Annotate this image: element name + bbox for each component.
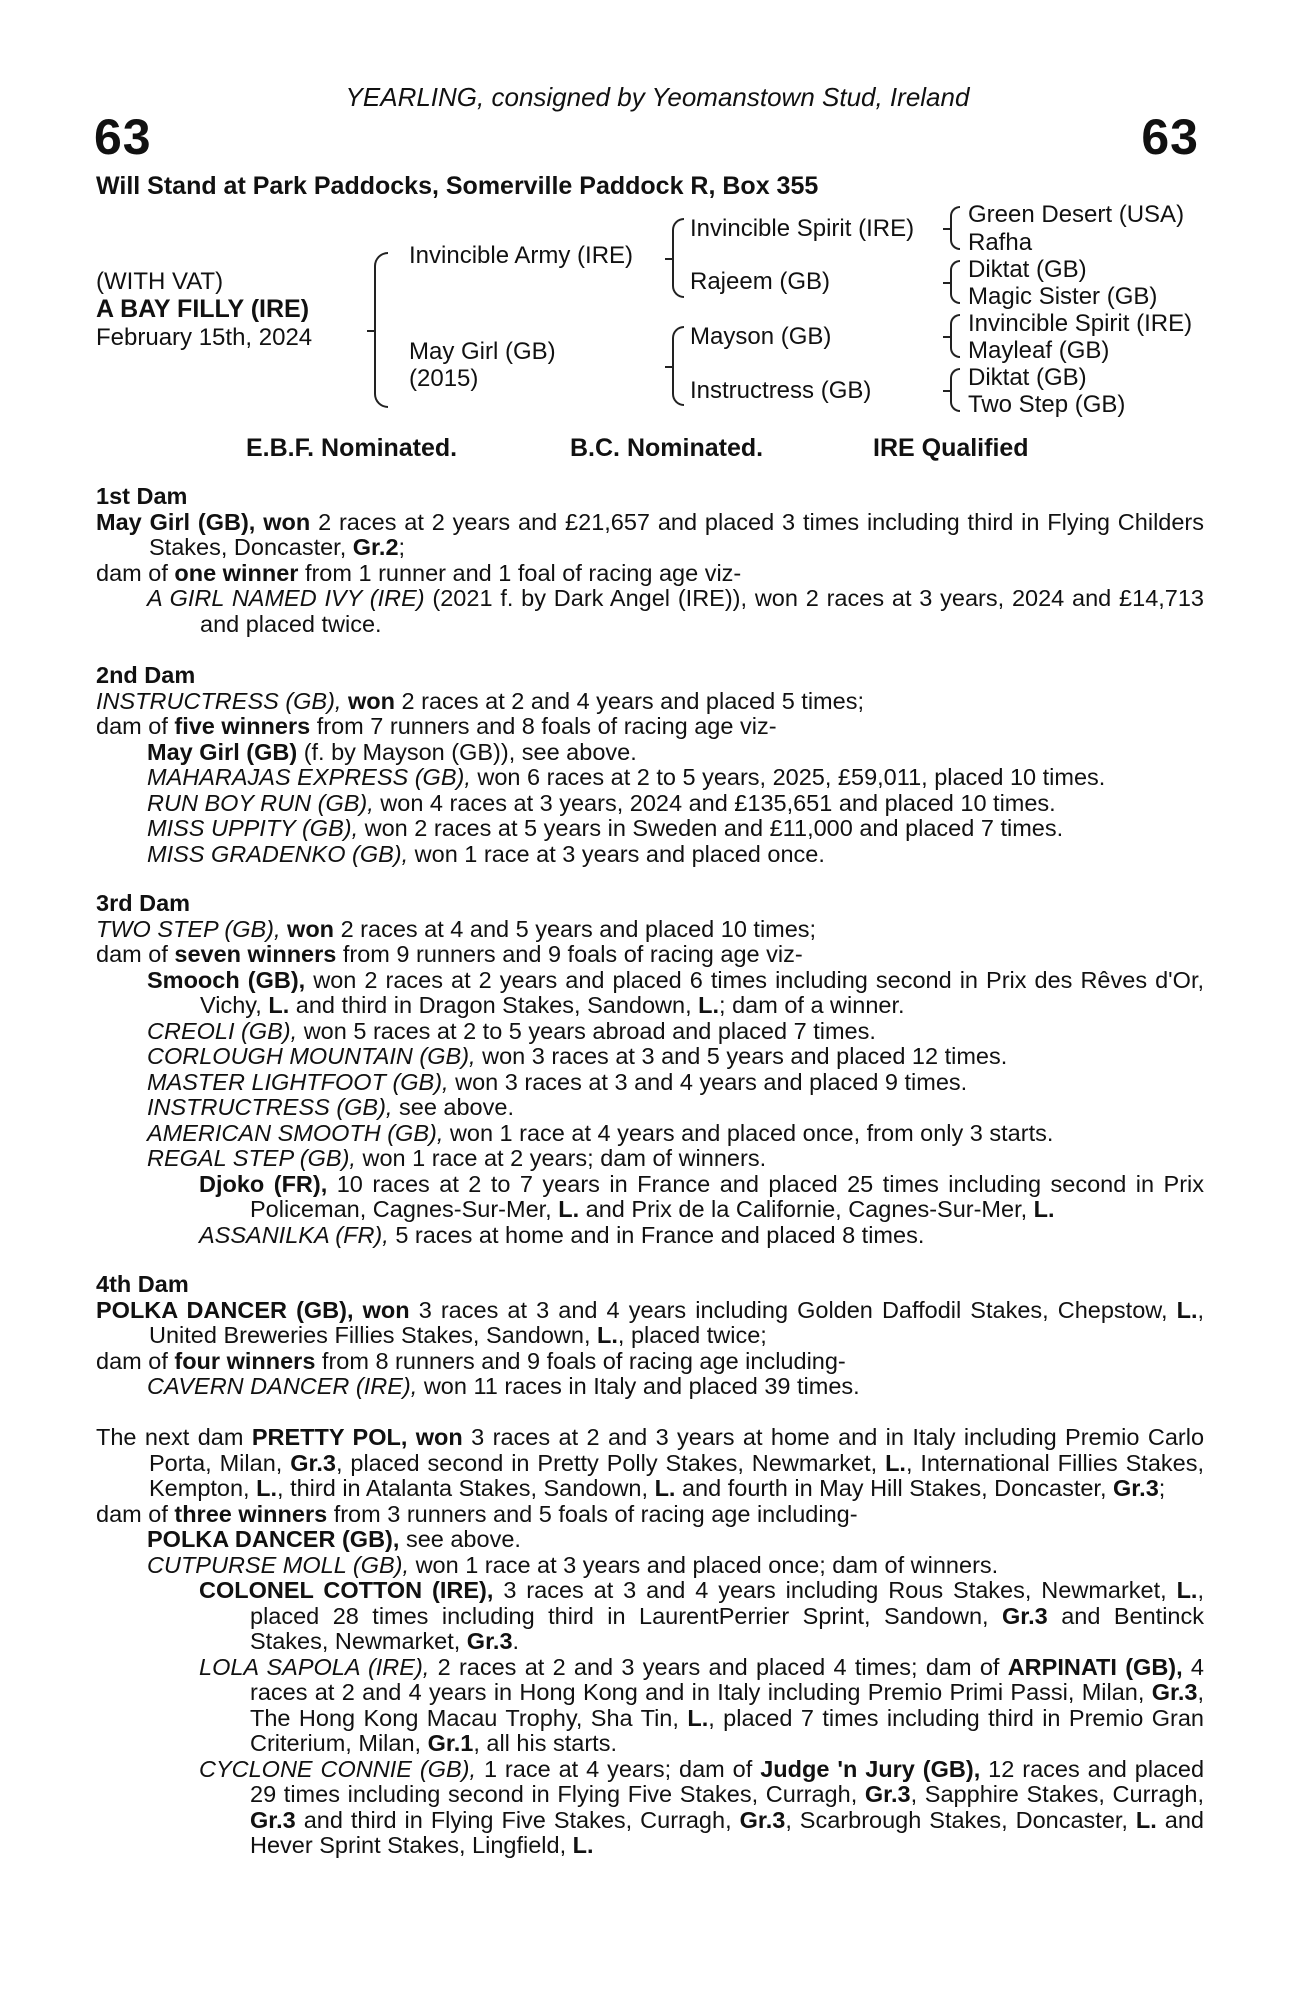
- produce-item: CORLOUGH MOUNTAIN (GB), won 3 races at 3 and 5 years and placed 12 times.: [147, 1043, 1008, 1069]
- foaling-date: February 15th, 2024: [96, 324, 313, 351]
- dds: Diktat (GB): [968, 364, 1087, 391]
- dam: May Girl (GB): [409, 338, 556, 365]
- dam-year: (2015): [409, 365, 479, 392]
- second-dam-heading: 2nd Dam: [96, 662, 196, 688]
- ire-qualified: IRE Qualified: [873, 434, 1029, 462]
- next-dam-section: [96, 1425, 1204, 1859]
- third-dam-heading: 3rd Dam: [96, 890, 191, 916]
- sds: Diktat (GB): [968, 256, 1087, 283]
- first-dam-heading: 1st Dam: [96, 483, 188, 509]
- produce-item: CAVERN DANCER (IRE), won 11 races in Italy and placed 39 times.: [147, 1373, 860, 1399]
- stable-location: Will Stand at Park Paddocks, Somerville Paddock R, Box 355: [96, 172, 819, 200]
- sss: Green Desert (USA): [968, 201, 1185, 228]
- grand-produce-item: Djoko (FR), 10 races at 2 to 7 years in France and placed 25 times including second in Prix Policeman, Cagnes-Sur-Mer, L. and Prix de la Californie, Cagnes-Sur-Mer, L.: [199, 1170, 1204, 1222]
- sire-sire: Invincible Spirit (IRE): [690, 215, 915, 242]
- sire-dam: Rajeem (GB): [690, 268, 831, 295]
- dam-sire: Mayson (GB): [690, 323, 832, 350]
- dss: Invincible Spirit (IRE): [968, 310, 1193, 337]
- third-dam-section: [96, 891, 1204, 1248]
- next-dam-produce-summary: dam of three winners from 3 runners and 5 foals of racing age including-: [96, 1500, 858, 1527]
- lot-number-left: 63: [94, 109, 152, 165]
- vat-note: (WITH VAT): [96, 268, 224, 295]
- ebf-nomination: E.B.F. Nominated.: [246, 434, 458, 462]
- produce-item: CUTPURSE MOLL (GB), won 1 race at 3 years and placed once; dam of winners.: [147, 1551, 999, 1578]
- produce-item: RUN BOY RUN (GB), won 4 races at 3 years, 2024 and £135,651 and placed 10 times.: [147, 789, 1056, 816]
- produce-item: INSTRUCTRESS (GB), see above.: [147, 1094, 514, 1120]
- second-dam-produce-summary: dam of five winners from 7 runners and 8 foals of racing age viz-: [96, 713, 777, 739]
- sire: Invincible Army (IRE): [409, 242, 634, 269]
- brace-sd: [950, 260, 960, 304]
- bc-nomination: B.C. Nominated.: [570, 434, 764, 462]
- brace-main: [374, 252, 388, 408]
- sdd: Magic Sister (GB): [968, 283, 1158, 310]
- second-dam-section: [96, 663, 1204, 867]
- produce-item: Smooch (GB), won 2 races at 2 years and placed 6 times including second in Prix des Rêves d'Or, Vichy, L. and third in Dragon Stakes, Sandown, L.; dam of a winner.: [147, 966, 1205, 1018]
- next-dam-record: The next dam PRETTY POL, won 3 races at 2 and 3 years at home and in Italy including Premio Carlo Porta, Milan, Gr.3, placed second in Pretty Polly Stakes, Newmarket, L., International Fillies Stakes, Kempton, L., third in Atalanta Stakes, Sandown, L. and fourth in May Hill Stakes, Doncaster, Gr.3;: [96, 1424, 1205, 1501]
- first-dam-section: [96, 484, 1204, 637]
- grand-produce-item: LOLA SAPOLA (IRE), 2 races at 2 and 3 years and placed 4 times; dam of ARPINATI (GB), 4 races at 2 and 4 years in Hong Kong and in Italy including Premio Primi Passi, Milan, Gr.3, The Hong Kong Macau Trophy, Sha Tin, L., placed 7 times including third in Premio Gran Criterium, Milan, Gr.1, all his starts.: [199, 1653, 1205, 1756]
- third-dam-record: TWO STEP (GB), won 2 races at 4 and 5 years and placed 10 times;: [96, 915, 817, 942]
- first-dam-produce-summary: dam of one winner from 1 runner and 1 foal of racing age viz-: [96, 559, 742, 586]
- produce-item: CREOLI (GB), won 5 races at 2 to 5 years abroad and placed 7 times.: [147, 1017, 876, 1044]
- brace-sire: [672, 218, 684, 298]
- produce-item: AMERICAN SMOOTH (GB), won 1 race at 4 years and placed once, from only 3 starts.: [147, 1119, 1054, 1146]
- produce-item: MASTER LIGHTFOOT (GB), won 3 races at 3 and 4 years and placed 9 times.: [147, 1068, 968, 1095]
- brace-ds: [950, 314, 960, 358]
- fourth-dam-record: POLKA DANCER (GB), won 3 races at 3 and 4 years including Golden Daffodil Stakes, Chepstow, L., United Breweries Fillies Stakes, Sandown, L., placed twice;: [96, 1296, 1205, 1348]
- third-dam-produce-summary: dam of seven winners from 9 runners and 9 foals of racing age viz-: [96, 941, 803, 967]
- brace-dam: [672, 326, 684, 406]
- lot-name: A BAY FILLY (IRE): [96, 295, 310, 323]
- lot-number-right: 63: [1141, 109, 1199, 165]
- produce-item: MAHARAJAS EXPRESS (GB), won 6 races at 2 to 5 years, 2025, £59,011, placed 10 times.: [147, 764, 1106, 790]
- fourth-dam-heading: 4th Dam: [96, 1271, 189, 1297]
- brace-ss: [950, 206, 960, 250]
- ddd: Two Step (GB): [968, 391, 1126, 418]
- ssd: Rafha: [968, 229, 1033, 256]
- fourth-dam-produce-summary: dam of four winners from 8 runners and 9 foals of racing age including-: [96, 1347, 846, 1374]
- produce-item: May Girl (GB) (f. by Mayson (GB)), see above.: [147, 738, 637, 765]
- grand-produce-item: CYCLONE CONNIE (GB), 1 race at 4 years; dam of Judge 'n Jury (GB), 12 races and placed 29 times including second in Flying Five Stakes, Curragh, Gr.3, Sapphire Stakes, Curragh, Gr.3 and third in Flying Five Stakes, Curragh, Gr.3, Scarbrough Stakes, Doncaster, L. and Hever Sprint Stakes, Lingfield, L.: [199, 1755, 1205, 1858]
- produce-item: REGAL STEP (GB), won 1 race at 2 years; dam of winners.: [147, 1145, 767, 1171]
- second-dam-record: INSTRUCTRESS (GB), won 2 races at 2 and 4 years and placed 5 times;: [96, 687, 864, 714]
- first-dam-record: May Girl (GB), won 2 races at 2 years and £21,657 and placed 3 times including third in Flying Childers Stakes, Doncaster, Gr.2;: [96, 508, 1205, 560]
- dam-dam: Instructress (GB): [690, 377, 872, 404]
- brace-dd: [950, 368, 960, 412]
- first-dam-produce-item: A GIRL NAMED IVY (IRE) (2021 f. by Dark Angel (IRE)), won 2 races at 3 years, 2024 and £14,713 and placed twice.: [147, 585, 1204, 637]
- produce-item: MISS GRADENKO (GB), won 1 race at 3 years and placed once.: [147, 840, 825, 867]
- grand-produce-item: COLONEL COTTON (IRE), 3 races at 3 and 4 years including Rous Stakes, Newmarket, L., placed 28 times including third in LaurentPerrier Sprint, Sandown, Gr.3 and Bentinck Stakes, Newmarket, Gr.3.: [199, 1577, 1204, 1654]
- grand-produce-item: ASSANILKA (FR), 5 races at home and in France and placed 8 times.: [199, 1221, 925, 1248]
- consignor-line: YEARLING, consigned by Yeomanstown Stud, Ireland: [345, 82, 970, 112]
- produce-item: POLKA DANCER (GB), see above.: [147, 1526, 521, 1552]
- produce-item: MISS UPPITY (GB), won 2 races at 5 years in Sweden and £11,000 and placed 7 times.: [147, 815, 1064, 841]
- dsd: Mayleaf (GB): [968, 337, 1110, 364]
- fourth-dam-section: [96, 1272, 1204, 1400]
